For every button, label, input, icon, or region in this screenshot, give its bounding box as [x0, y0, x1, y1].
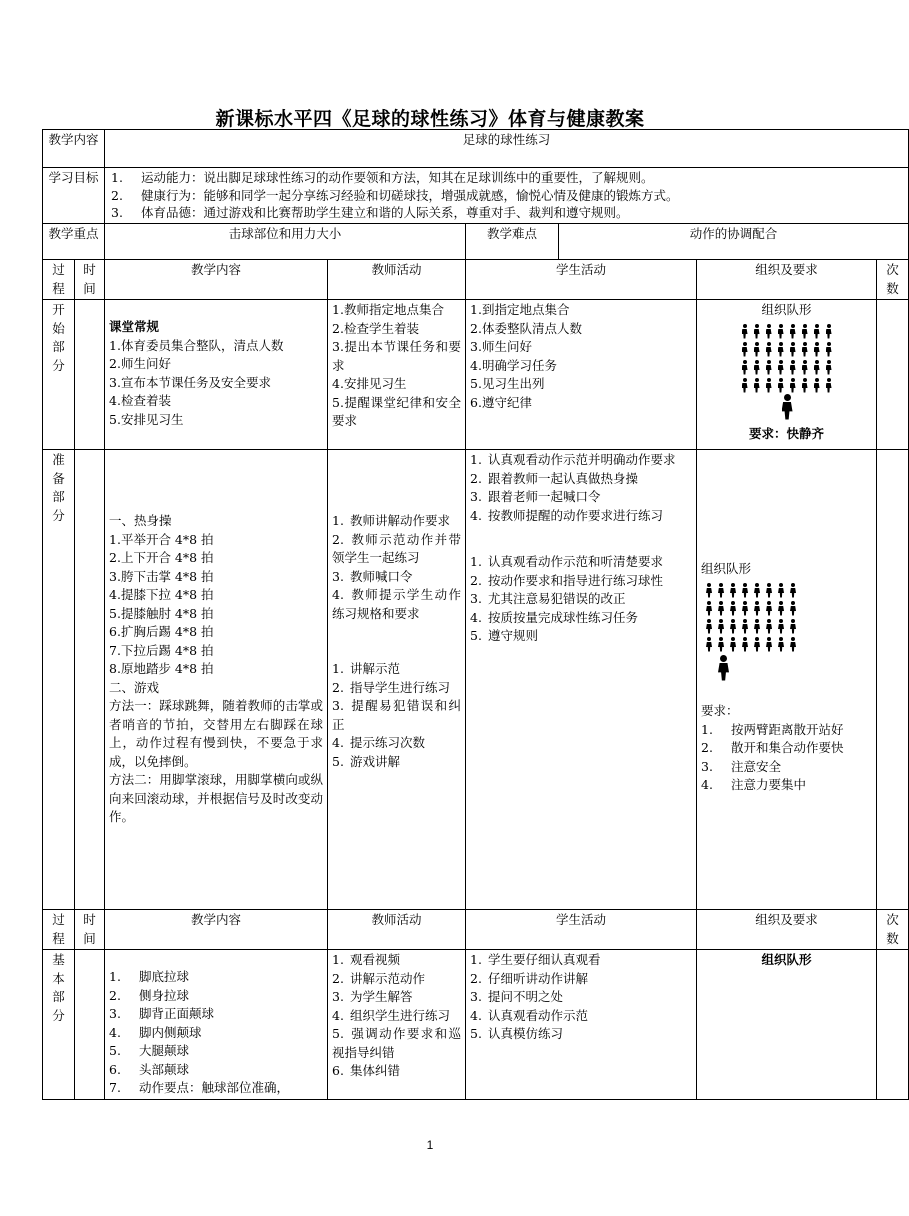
student-figure-icon [823, 342, 835, 358]
list-item-text: 认真模仿练习 [488, 1026, 564, 1041]
student-figure-icon [763, 583, 775, 599]
col-teacher: 教师活动 [328, 260, 466, 300]
difficulty-label: 教学难点 [466, 224, 559, 260]
prep-req-list [701, 721, 872, 795]
student-figure-icon [727, 619, 739, 635]
student-figure-icon [763, 619, 775, 635]
student-figure-icon [751, 637, 763, 653]
list-item-number: 4. [332, 1007, 344, 1023]
list-item-number: 5. [109, 1043, 121, 1058]
list-item-text: 集体纠错 [350, 1063, 401, 1078]
list-item-text: 健康行为：能够和同学一起分享练习经验和切磋球技，增强成就感，愉悦心情及健康的锻炼方式。 [141, 187, 679, 203]
student-figure-icon [787, 601, 799, 617]
list-item [332, 568, 461, 587]
list-item-number: 2. [470, 970, 482, 986]
list-item [470, 951, 692, 970]
list-item [109, 1005, 323, 1024]
list-line: 6.遵守纪律 [470, 394, 532, 410]
list-item-number: 2. [332, 531, 344, 547]
key-label: 教学重点 [43, 224, 105, 260]
list-item-text: 按两臂距离散开站好 [731, 721, 844, 737]
list-line: 1.到指定地点集合 [470, 302, 570, 317]
student-figure-icon [739, 342, 751, 358]
page-number: 1 [426, 1138, 434, 1152]
list-line: 2.上下开合 4*8 拍 [109, 550, 214, 565]
student-figure-icon [703, 637, 715, 653]
list-item [111, 204, 902, 222]
list-item [332, 1007, 461, 1026]
list-item-text: 脚内侧颠球 [139, 1024, 202, 1040]
list-item [109, 968, 323, 987]
list-line: 4.检查着装 [109, 393, 171, 408]
list-item-text: 大腿颠球 [139, 1043, 190, 1058]
list-item-text: 运动能力：说出脚足球球性练习的动作要领和方法，知其在足球训练中的重要性，了解规则。 [141, 170, 654, 185]
student-figure-icon [775, 619, 787, 635]
stage-basic: 基本部分 [43, 950, 75, 1100]
list-item [470, 451, 692, 470]
basic-times [877, 950, 909, 1100]
student-figure-icon [775, 342, 787, 358]
list-line: 1.平举开合 4*8 拍 [109, 531, 214, 547]
list-item-number: 5. [332, 1026, 344, 1041]
basic-row [43, 950, 909, 1100]
student-figure-icon [763, 360, 775, 376]
list-item [111, 169, 902, 187]
student-figure-icon [811, 342, 823, 358]
list-item-text: 认真观看动作示范 [488, 1007, 589, 1023]
list-item-text: 教师讲解动作要求 [350, 513, 451, 528]
list-item-text: 跟着教师一起认真做热身操 [488, 470, 639, 486]
start-org [697, 300, 877, 450]
list-line: 3.宣布本节课任务及安全要求 [109, 374, 271, 390]
prep-method-2: 方法二：用脚掌滚球，用脚掌横向或纵向来回滚动球，并根据信号及时改变动作。 [109, 772, 324, 824]
list-item [332, 951, 461, 970]
student-figure-icon [811, 324, 823, 340]
student-figure-icon [751, 601, 763, 617]
start-time [75, 300, 105, 450]
col-teacher-2: 教师活动 [328, 910, 466, 950]
list-item-text: 遵守规则 [488, 628, 539, 643]
student-figure-icon [823, 378, 835, 394]
prep-student-list-a [470, 451, 692, 525]
student-figure-icon [799, 360, 811, 376]
student-figure-icon [799, 378, 811, 394]
student-figure-icon [811, 378, 823, 394]
list-item-number: 2. [470, 470, 482, 486]
student-figure-icon [787, 360, 799, 376]
list-item-text: 组织学生进行练习 [350, 1007, 451, 1023]
list-item [470, 627, 692, 646]
student-figure-icon [763, 601, 775, 617]
student-figure-icon [775, 637, 787, 653]
list-item-number: 1. [470, 452, 482, 467]
student-figure-icon [775, 324, 787, 340]
student-figure-icon [739, 601, 751, 617]
student-figure-icon [775, 378, 787, 394]
list-item-text: 为学生解答 [350, 989, 413, 1004]
list-item-text: 讲解示范 [350, 661, 401, 676]
list-item-text: 脚背正面颠球 [139, 1006, 215, 1021]
list-item-text: 尤其注意易犯错误的改正 [488, 591, 626, 606]
list-item-number: 1. [332, 513, 344, 528]
prep-teacher [328, 450, 466, 910]
student-figure-icon [715, 601, 727, 617]
student-figure-icon [775, 583, 787, 599]
list-item-number: 2. [109, 987, 121, 1003]
student-figure-icon [763, 637, 775, 653]
goals-cell [105, 168, 909, 224]
student-figure-icon [799, 324, 811, 340]
list-item-text: 脚底拉球 [139, 969, 190, 984]
list-item-text: 认真观看动作示范和听清楚要求 [488, 554, 664, 569]
list-item-number: 4. [470, 609, 482, 625]
student-figure-icon [775, 601, 787, 617]
column-header-row-2 [43, 910, 909, 950]
col-process: 过程 [43, 260, 75, 300]
list-item-text: 跟着老师一起喊口令 [488, 489, 601, 504]
stage-start: 开始部分 [43, 300, 75, 450]
student-figure-icon [739, 583, 751, 599]
list-item [470, 572, 692, 591]
goals-label: 学习目标 [43, 168, 105, 224]
list-item [701, 739, 872, 758]
student-figure-icon [787, 324, 799, 340]
start-student [466, 300, 697, 450]
basic-time [75, 950, 105, 1100]
student-figure-icon [727, 637, 739, 653]
list-line: 5.安排见习生 [109, 411, 184, 427]
content-row [43, 130, 909, 168]
student-figure-icon [739, 360, 751, 376]
list-line: 二、游戏 [109, 679, 160, 695]
list-line: 5.见习生出列 [470, 376, 545, 391]
list-item [111, 187, 902, 205]
list-item-number: 4. [470, 1007, 482, 1023]
list-item [332, 586, 461, 623]
list-item [470, 1007, 692, 1026]
student-figure-icon [823, 360, 835, 376]
list-item-text: 提示练习次数 [350, 735, 426, 750]
list-item-number: 3. [332, 989, 344, 1004]
list-item-number: 1. [470, 952, 482, 967]
col-times: 次数 [877, 260, 909, 300]
student-figure-icon [763, 342, 775, 358]
student-figure-icon [787, 583, 799, 599]
prep-teacher-list-a [332, 512, 461, 623]
start-formation [739, 324, 835, 394]
list-item-text: 指导学生进行练习 [350, 679, 451, 695]
start-row [43, 300, 909, 450]
prep-formation [703, 583, 799, 653]
list-item-number: 1. [332, 661, 344, 676]
prep-times [877, 450, 909, 910]
list-item-number: 6. [332, 1063, 344, 1078]
list-item-number: 4. [332, 735, 344, 750]
list-item-text: 按质按量完成球性练习任务 [488, 609, 639, 625]
col-student-2: 学生活动 [466, 910, 697, 950]
list-line: 3.胯下击掌 4*8 拍 [109, 568, 214, 584]
student-figure-icon [775, 360, 787, 376]
list-line: 4.提膝下拉 4*8 拍 [109, 587, 214, 602]
list-item-number: 3. [109, 1006, 121, 1021]
key-value: 击球部位和用力大小 [105, 224, 466, 260]
list-item [470, 988, 692, 1007]
list-item [701, 776, 872, 795]
list-item-text: 学生要仔细认真观看 [488, 952, 601, 967]
col-content: 教学内容 [105, 260, 328, 300]
list-item-number: 4. [470, 507, 482, 523]
list-item-text: 讲解示范动作 [350, 970, 426, 986]
list-line: 3.师生问好 [470, 339, 532, 354]
list-item-text: 提问不明之处 [488, 989, 564, 1004]
start-teacher [328, 300, 466, 450]
prep-teacher-list-b [332, 660, 461, 771]
prep-content-list [109, 512, 323, 697]
list-item-number: 2. [332, 970, 344, 986]
list-item-number: 4. [701, 777, 713, 792]
list-item-number: 7. [109, 1080, 121, 1095]
list-item-number: 3. [470, 989, 482, 1004]
student-figure-icon [823, 324, 835, 340]
list-item [332, 970, 461, 989]
list-item-number: 4. [332, 587, 344, 602]
list-line: 2.师生问好 [109, 356, 171, 371]
prep-student [466, 450, 697, 910]
list-item-text: 教师示范动作并带领学生一起练习 [332, 531, 462, 565]
col-times-2: 次数 [877, 910, 909, 950]
list-line: 2.检查学生着装 [332, 320, 419, 336]
prep-time [75, 450, 105, 910]
list-item [332, 1062, 461, 1081]
list-line: 7.下拉后踢 4*8 拍 [109, 642, 214, 658]
prep-teacher-figure [715, 655, 872, 687]
list-item-text: 观看视频 [350, 952, 401, 967]
student-figure-icon [727, 601, 739, 617]
goals-list [111, 169, 902, 222]
start-org-requirement: 要求：快静齐 [749, 426, 825, 441]
student-figure-icon [763, 324, 775, 340]
student-figure-icon [811, 360, 823, 376]
list-item [470, 553, 692, 572]
prep-org-title: 组织队形 [701, 561, 752, 576]
student-figure-icon [751, 378, 763, 394]
list-item [332, 531, 461, 568]
list-line: 4.安排见习生 [332, 376, 407, 391]
list-item [109, 1042, 323, 1061]
teacher-figure-icon [779, 394, 795, 420]
student-figure-icon [751, 619, 763, 635]
prep-content [105, 450, 328, 910]
student-figure-icon [787, 637, 799, 653]
student-figure-icon [787, 378, 799, 394]
list-item [332, 660, 461, 679]
list-item [470, 590, 692, 609]
list-item-text: 游戏讲解 [350, 753, 401, 769]
list-item-number: 3. [332, 698, 344, 713]
list-item-number: 3. [701, 758, 713, 774]
student-figure-icon [739, 637, 751, 653]
prep-org [697, 450, 877, 910]
start-teacher-figure [701, 394, 872, 426]
student-figure-icon [715, 637, 727, 653]
list-item-text: 侧身拉球 [139, 987, 190, 1003]
list-item-text: 头部颠球 [139, 1061, 190, 1077]
basic-student-list [470, 951, 692, 1044]
list-item [332, 512, 461, 531]
list-item-text: 注意安全 [731, 758, 782, 774]
list-item-text: 强调动作要求和巡视指导纠错 [332, 1026, 462, 1060]
list-item-number: 6. [109, 1061, 121, 1077]
student-figure-icon [703, 601, 715, 617]
student-figure-icon [751, 342, 763, 358]
list-item-number: 3. [470, 591, 482, 606]
student-figure-icon [751, 583, 763, 599]
prep-row [43, 450, 909, 910]
list-line: 5.提膝触肘 4*8 拍 [109, 605, 214, 621]
list-item-number: 5. [470, 628, 482, 643]
student-figure-icon [727, 583, 739, 599]
list-item [332, 679, 461, 698]
list-line: 4.明确学习任务 [470, 357, 557, 373]
stage-prep: 准备部分 [43, 450, 75, 910]
list-item [109, 1061, 323, 1080]
basic-student [466, 950, 697, 1100]
student-figure-icon [787, 342, 799, 358]
student-figure-icon [739, 324, 751, 340]
content-label: 教学内容 [43, 130, 105, 168]
list-item-number: 5. [332, 753, 344, 769]
list-item-number: 2. [470, 572, 482, 588]
list-item-number: 1. [701, 721, 713, 737]
student-figure-icon [751, 360, 763, 376]
col-time: 时间 [75, 260, 105, 300]
list-item-text: 仔细听讲动作讲解 [488, 970, 589, 986]
content-value: 足球的球性练习 [105, 130, 909, 168]
list-item-number: 2. [332, 679, 344, 695]
list-line: 3.提出本节课任务和要求 [332, 339, 462, 373]
start-org-title: 组织队形 [761, 302, 812, 317]
student-figure-icon [703, 619, 715, 635]
list-item-text: 按教师提醒的动作要求进行练习 [488, 507, 664, 523]
list-item-number: 3. [111, 205, 123, 220]
list-line: 一、热身操 [109, 513, 172, 528]
col-process-2: 过程 [43, 910, 75, 950]
list-item [332, 734, 461, 753]
list-item [332, 753, 461, 772]
list-item-text: 提醒易犯错误和纠正 [332, 698, 462, 732]
list-line: 2.体委整队清点人数 [470, 320, 582, 336]
list-item [332, 1025, 461, 1062]
list-item [332, 988, 461, 1007]
basic-org: 组织队形 [697, 950, 877, 1100]
document-title: 新课标水平四《足球的球性练习》体育与健康教案 [215, 108, 645, 130]
list-item-text: 教师喊口令 [350, 568, 413, 584]
list-item-text: 体育品德：通过游戏和比赛帮助学生建立和谐的人际关系，尊重对手、裁判和遵守规则。 [141, 205, 629, 220]
basic-teacher [328, 950, 466, 1100]
list-item-number: 1. [470, 554, 482, 569]
list-item-number: 4. [109, 1024, 121, 1040]
list-item-number: 1. [332, 952, 344, 967]
col-org-2: 组织及要求 [697, 910, 877, 950]
list-item-number: 2. [701, 740, 713, 755]
list-line: 1.教师指定地点集合 [332, 302, 444, 317]
list-item [470, 1025, 692, 1044]
list-item [470, 970, 692, 989]
basic-content-list [109, 968, 323, 1098]
student-figure-icon [739, 378, 751, 394]
student-figure-icon [715, 583, 727, 599]
column-header-row [43, 260, 909, 300]
col-org: 组织及要求 [697, 260, 877, 300]
list-item [470, 609, 692, 628]
list-item-text: 散开和集合动作要快 [731, 740, 844, 755]
student-figure-icon [787, 619, 799, 635]
list-item [109, 1079, 323, 1098]
goals-row [43, 168, 909, 224]
student-figure-icon [715, 619, 727, 635]
student-figure-icon [703, 583, 715, 599]
list-item [470, 488, 692, 507]
prep-method-1: 方法一：踩球跳舞，随着教师的击掌或者哨音的节拍，交替用左右脚踩在球上，动作过程有慢到快，不要急于求成，以免摔倒。 [109, 698, 324, 769]
start-content-heading: 课堂常规 [109, 319, 160, 334]
student-figure-icon [751, 324, 763, 340]
list-item-number: 1. [109, 969, 121, 984]
student-figure-icon [739, 619, 751, 635]
basic-teacher-list [332, 951, 461, 1081]
start-content-list [109, 337, 323, 430]
lesson-plan-table [42, 129, 909, 1100]
list-item-text: 动作要点：触球部位准确， [139, 1080, 290, 1095]
list-item [470, 507, 692, 526]
list-item-number: 5. [470, 1026, 482, 1041]
list-line: 8.原地踏步 4*8 拍 [109, 661, 214, 676]
list-line: 6.扩胸后踢 4*8 拍 [109, 624, 214, 639]
start-times [877, 300, 909, 450]
col-time-2: 时间 [75, 910, 105, 950]
key-row [43, 224, 909, 260]
start-content [105, 300, 328, 450]
list-item-number: 3. [332, 568, 344, 584]
list-item [470, 470, 692, 489]
list-item-number: 2. [111, 187, 123, 203]
student-figure-icon [763, 378, 775, 394]
list-item-number: 1. [111, 170, 123, 185]
list-item [701, 721, 872, 740]
list-item-text: 教师提示学生动作练习规格和要求 [332, 587, 462, 621]
student-figure-icon [799, 342, 811, 358]
list-item [109, 1024, 323, 1043]
teacher-figure-icon [715, 655, 731, 681]
prep-student-list-b [470, 553, 692, 646]
prep-req-label: 要求： [701, 703, 739, 718]
difficulty-value: 动作的协调配合 [559, 224, 909, 260]
col-student: 学生活动 [466, 260, 697, 300]
col-content-2: 教学内容 [105, 910, 328, 950]
list-item-text: 注意力要集中 [731, 777, 807, 792]
list-item [701, 758, 872, 777]
list-line: 5.提醒课堂纪律和安全要求 [332, 394, 462, 428]
list-item [109, 987, 323, 1006]
list-line: 1.体育委员集合整队，清点人数 [109, 337, 284, 353]
list-item [332, 697, 461, 734]
list-item-number: 3. [470, 489, 482, 504]
list-item-text: 按动作要求和指导进行练习球性 [488, 572, 664, 588]
list-item-text: 认真观看动作示范并明确动作要求 [488, 452, 676, 467]
basic-content [105, 950, 328, 1100]
